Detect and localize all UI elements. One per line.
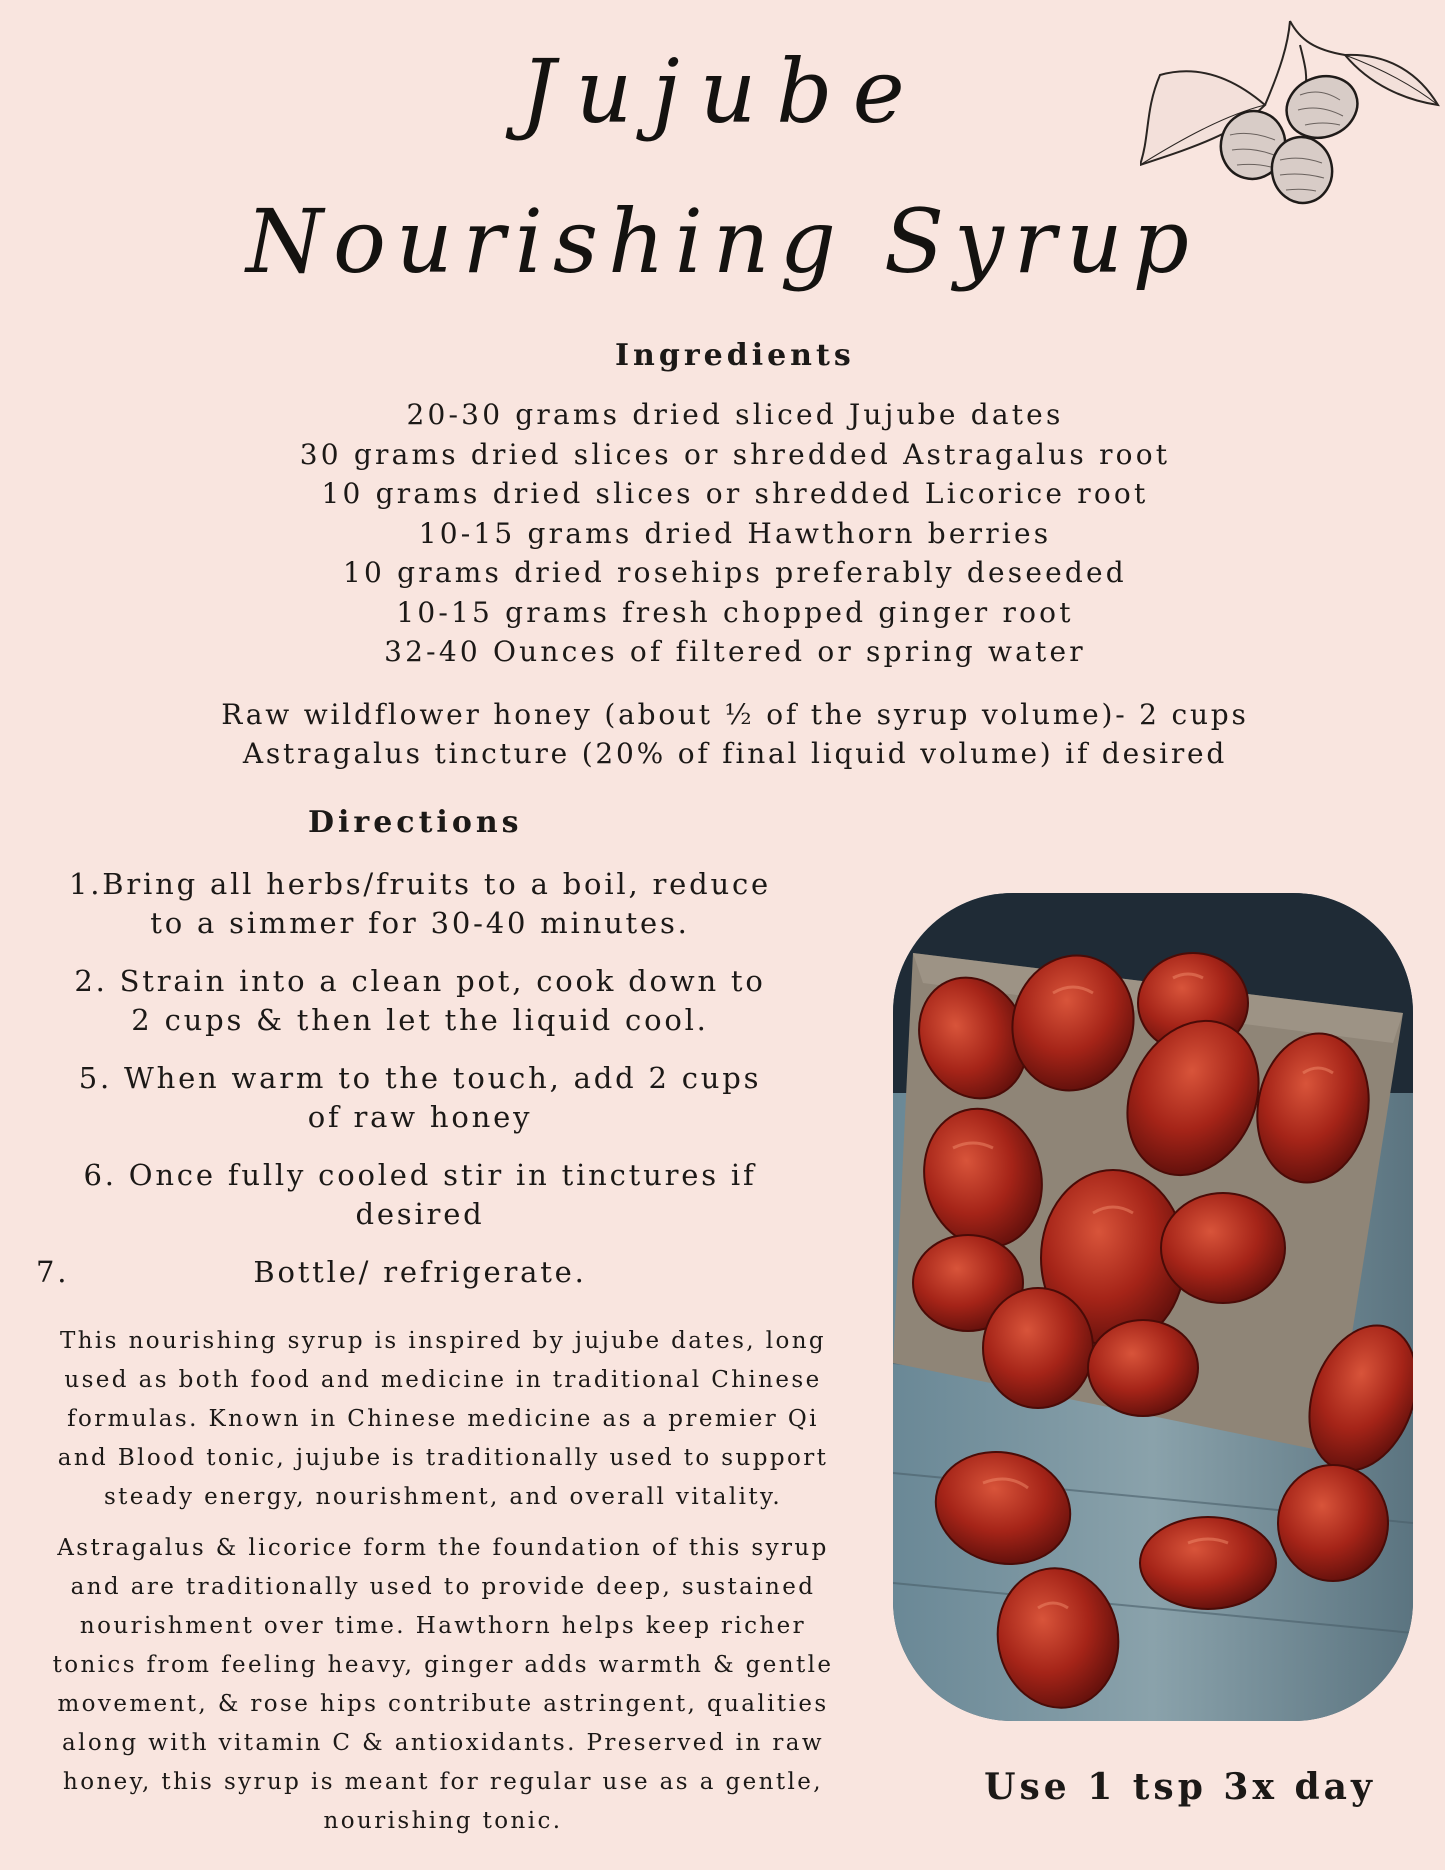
paragraph-line: steady energy, nourishment, and overall vitality. [103, 1484, 783, 1510]
paragraph-line: along with vitamin C & antioxidants. Preserved in raw [62, 1730, 824, 1756]
paragraph-line: nourishment over time. Hawthorn helps keep richer [79, 1613, 807, 1639]
direction-step [30, 865, 810, 943]
paragraph-line: Astragalus & licorice form the foundation of this syrup [57, 1535, 829, 1561]
ingredient-item: 10-15 grams fresh chopped ginger root [396, 595, 1074, 629]
intro-paragraph [38, 1322, 848, 1517]
title-line-2: Nourishing Syrup [246, 190, 1199, 293]
direction-line: 1.Bring all herbs/fruits to a boil, reduce [69, 867, 771, 901]
direction-line: of raw honey [307, 1100, 533, 1134]
paragraph-line: tonics from feeling heavy, ginger adds warmth & gentle [52, 1652, 834, 1678]
paragraph-line: honey, this syrup is meant for regular use as a gentle, [62, 1769, 824, 1795]
direction-line: 2 cups & then let the liquid cool. [131, 1003, 709, 1037]
direction-line: 5. When warm to the touch, add 2 cups [78, 1061, 762, 1095]
direction-number: 7. [36, 1255, 70, 1289]
paragraph-line: movement, & rose hips contribute astringent, qualities [57, 1691, 829, 1717]
jujube-photo-drawing [893, 893, 1413, 1721]
direction-step [30, 962, 810, 1040]
directions-list [30, 865, 810, 1311]
paragraph-line: nourishing tonic. [323, 1808, 563, 1834]
jujube-dates-photo [893, 893, 1413, 1721]
ingredient-item: 30 grams dried slices or shredded Astragalus root [299, 437, 1171, 471]
paragraph-line: formulas. Known in Chinese medicine as a premier Qi [67, 1406, 819, 1432]
honey-line: Raw wildflower honey (about ½ of the syrup volume)- 2 cups [221, 698, 1249, 731]
directions-heading: Directions [308, 805, 523, 840]
ingredients-heading: Ingredients [615, 338, 855, 373]
direction-line: 6. Once fully cooled stir in tinctures if [83, 1158, 757, 1192]
direction-line: to a simmer for 30-40 minutes. [150, 906, 690, 940]
paragraph-line: and are traditionally used to provide deep, sustained [70, 1574, 816, 1600]
herbs-paragraph [38, 1529, 848, 1841]
ingredient-item: 32-40 Ounces of filtered or spring water [384, 635, 1086, 668]
paragraph-line: and Blood tonic, jujube is traditionally used to support [57, 1445, 829, 1471]
title-line-1: Jujube [520, 40, 925, 143]
direction-step [30, 1156, 810, 1234]
ingredients-list [0, 395, 1445, 672]
tincture-line: Astragalus tincture (20% of final liquid volume) if desired [242, 737, 1228, 770]
ingredient-item: 10-15 grams dried Hawthorn berries [418, 516, 1052, 550]
paragraph-line: used as both food and medicine in traditional Chinese [64, 1367, 822, 1393]
direction-text: Bottle/ refrigerate. [253, 1255, 587, 1289]
direction-line: desired [355, 1197, 485, 1231]
paragraph-line: This nourishing syrup is inspired by jujube dates, long [59, 1328, 827, 1354]
ingredient-item: 20-30 grams dried sliced Jujube dates [406, 398, 1064, 431]
direction-step [30, 1253, 810, 1292]
ingredient-item: 10 grams dried rosehips preferably deseeded [343, 556, 1127, 589]
direction-line: 2. Strain into a clean pot, cook down to [74, 964, 766, 998]
direction-step [30, 1059, 810, 1137]
ingredient-item: 10 grams dried slices or shredded Licorice root [321, 477, 1149, 510]
usage-instruction: Use 1 tsp 3x day [984, 1766, 1376, 1808]
